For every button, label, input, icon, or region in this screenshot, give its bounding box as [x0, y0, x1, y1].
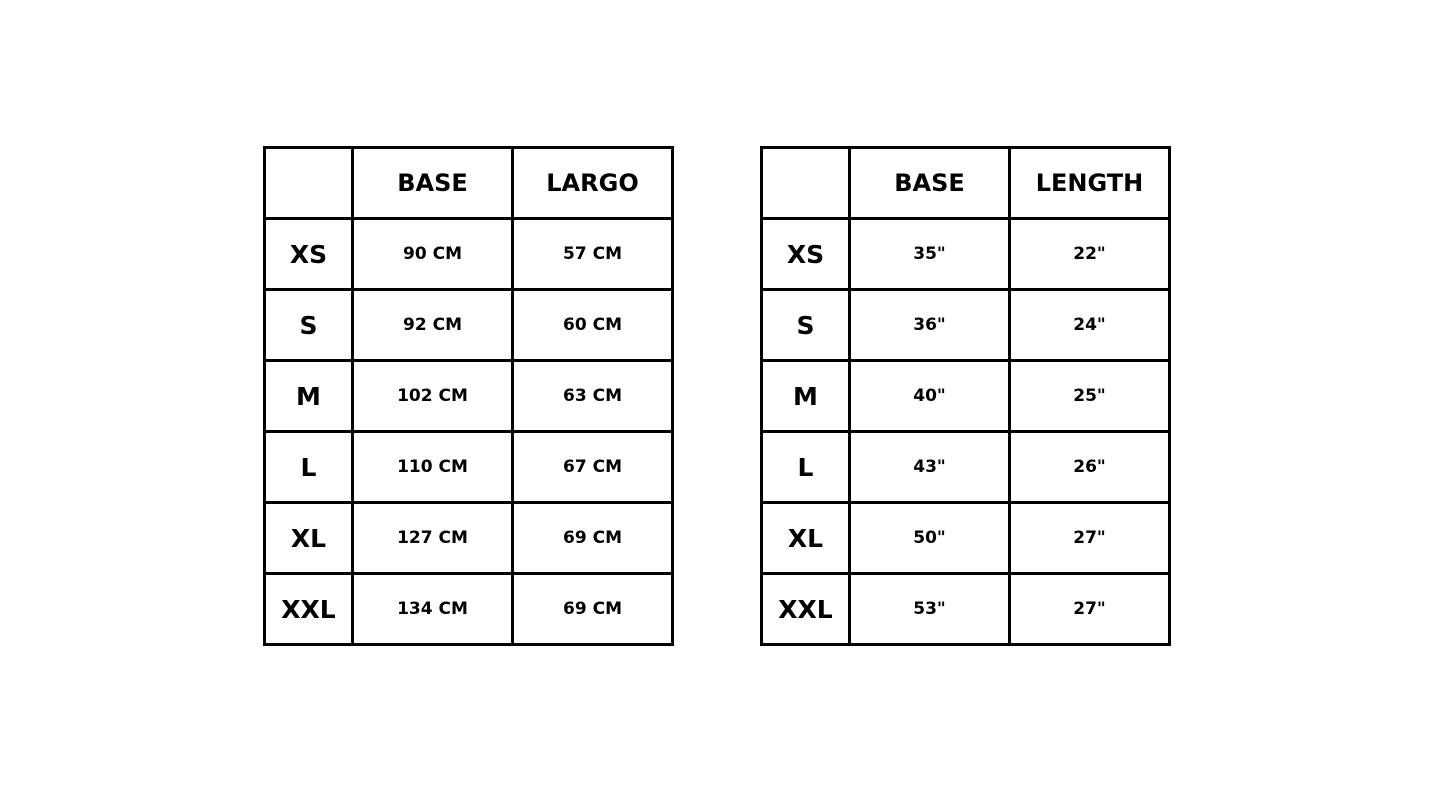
- size-label: XL: [762, 503, 850, 574]
- base-value: 127 CM: [353, 503, 513, 574]
- base-value: 102 CM: [353, 361, 513, 432]
- base-value: 50": [850, 503, 1010, 574]
- base-value: 40": [850, 361, 1010, 432]
- base-value: 110 CM: [353, 432, 513, 503]
- size-chart-cm-table: [263, 146, 674, 646]
- size-label: S: [762, 290, 850, 361]
- table-row: [265, 219, 673, 290]
- size-label: XS: [762, 219, 850, 290]
- length-value: 27": [1010, 503, 1170, 574]
- size-label: M: [265, 361, 353, 432]
- length-value: 27": [1010, 574, 1170, 645]
- length-value: 69 CM: [513, 574, 673, 645]
- length-value: 69 CM: [513, 503, 673, 574]
- base-value: 90 CM: [353, 219, 513, 290]
- table-row: [265, 503, 673, 574]
- header-base: BASE: [353, 148, 513, 219]
- size-chart-inches-table: [760, 146, 1171, 646]
- table-row: [265, 574, 673, 645]
- base-value: 134 CM: [353, 574, 513, 645]
- size-label: XL: [265, 503, 353, 574]
- length-value: 57 CM: [513, 219, 673, 290]
- length-value: 67 CM: [513, 432, 673, 503]
- header-corner-cell: [265, 148, 353, 219]
- base-value: 36": [850, 290, 1010, 361]
- table-row: [762, 432, 1170, 503]
- base-value: 43": [850, 432, 1010, 503]
- table-header-row: [762, 148, 1170, 219]
- table-row: [762, 219, 1170, 290]
- base-value: 53": [850, 574, 1010, 645]
- length-value: 26": [1010, 432, 1170, 503]
- table-row: [762, 503, 1170, 574]
- table-row: [762, 290, 1170, 361]
- length-value: 24": [1010, 290, 1170, 361]
- size-label: XXL: [265, 574, 353, 645]
- length-value: 25": [1010, 361, 1170, 432]
- size-label: XS: [265, 219, 353, 290]
- length-value: 22": [1010, 219, 1170, 290]
- header-largo: LARGO: [513, 148, 673, 219]
- header-base: BASE: [850, 148, 1010, 219]
- table-row: [762, 574, 1170, 645]
- table-row: [265, 432, 673, 503]
- header-corner-cell: [762, 148, 850, 219]
- size-label: S: [265, 290, 353, 361]
- base-value: 92 CM: [353, 290, 513, 361]
- size-label: L: [762, 432, 850, 503]
- size-label: XXL: [762, 574, 850, 645]
- length-value: 60 CM: [513, 290, 673, 361]
- table-row: [265, 361, 673, 432]
- size-label: M: [762, 361, 850, 432]
- header-length: LENGTH: [1010, 148, 1170, 219]
- size-label: L: [265, 432, 353, 503]
- table-header-row: [265, 148, 673, 219]
- base-value: 35": [850, 219, 1010, 290]
- table-row: [265, 290, 673, 361]
- table-row: [762, 361, 1170, 432]
- length-value: 63 CM: [513, 361, 673, 432]
